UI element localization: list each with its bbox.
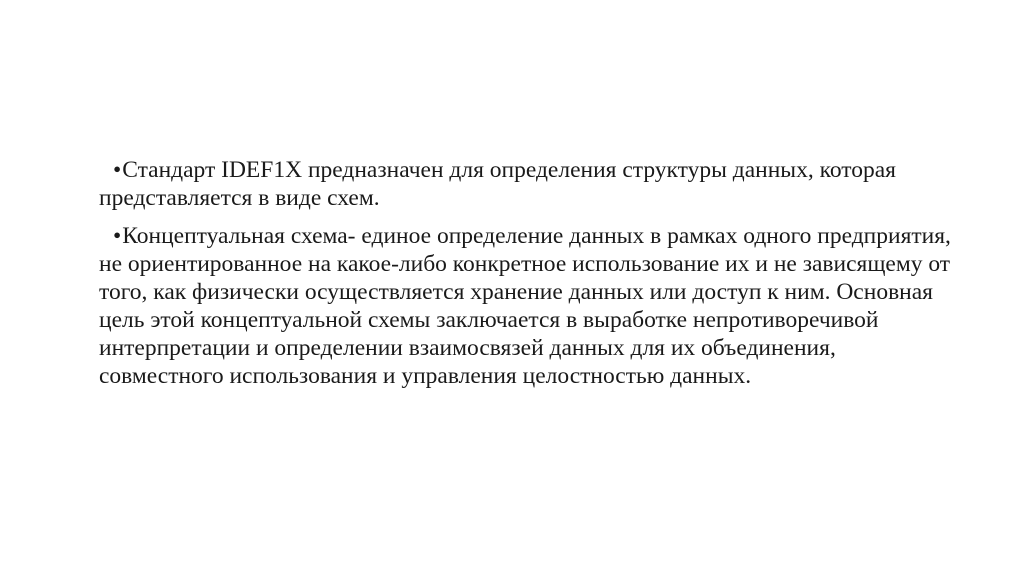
paragraph-text: Концептуальная схема- единое определение данных в рамках одного предприятия, не ориентированное на какое-либо конкретное использование их и не зависящему от того, как физически осуществляется хранение данных или доступ к ним. Основная цель этой концептуальной схемы заключается в выработке непротиворечивой интерпретации и определении взаимосвязей данных для их объединения, совместного использования и управления целостностью данных. bbox=[99, 223, 951, 389]
bullet-marker: • bbox=[113, 157, 122, 183]
paragraph-text: Стандарт IDEF1X предназначен для определения структуры данных, которая представляется в виде схем. bbox=[99, 157, 896, 211]
slide-text-block bbox=[99, 156, 959, 400]
paragraph-idef1x-standard bbox=[99, 156, 959, 212]
paragraph-conceptual-schema bbox=[99, 222, 959, 390]
bullet-marker: • bbox=[113, 223, 122, 249]
